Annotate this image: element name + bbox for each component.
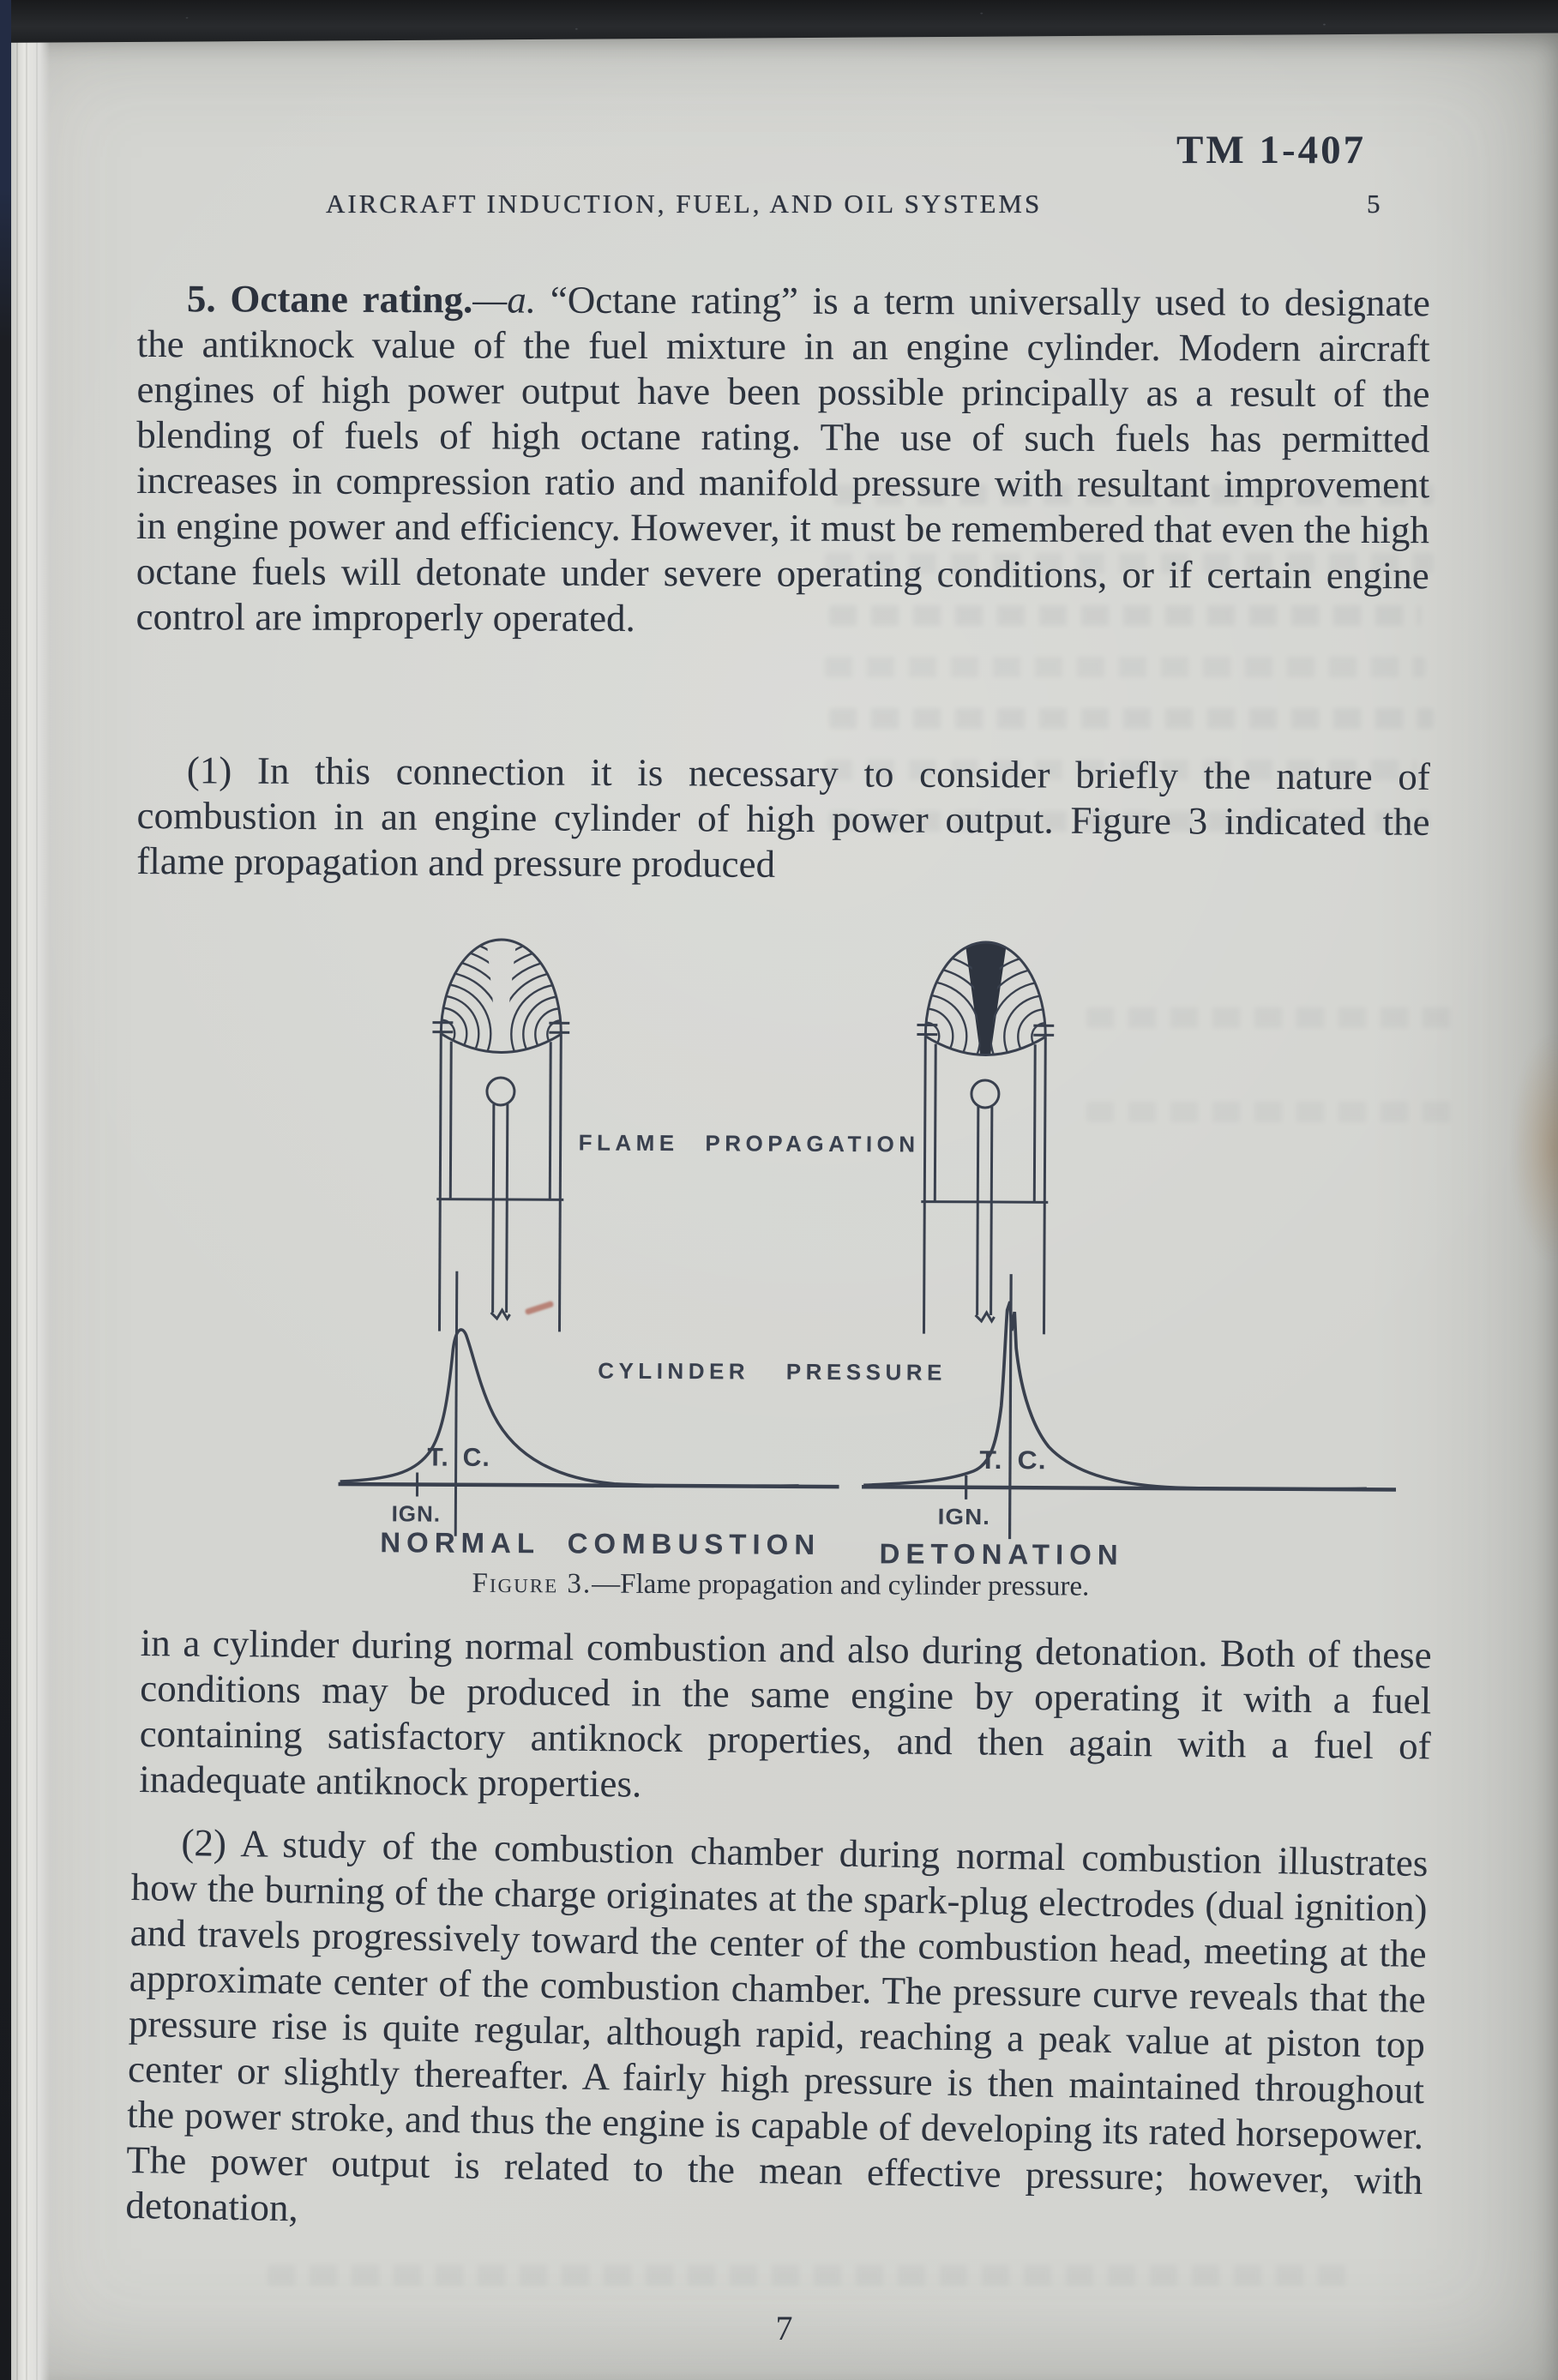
tc-label-t: T.: [427, 1443, 449, 1472]
figure-3: [7, 917, 1558, 1637]
paragraph-1-combustion: (1) In this connection it is necessary to consider briefly the nature of combustion in an engine cylinder of high power output. Figure 3 indicated the flame propagation and pressure produced: [136, 748, 1430, 886]
paragraph-2-study: (2) A study of the combustion chamber during normal combustion illustrates how the burning of the charge originates at the spark-plug electrodes (dual ignition) and travels progressively toward the center of the combustion head, meeting at the approximate center of the combustion chamber. The pressure curve reveals that the pressure rise is quite regular, although rapid, reaching a peak value at piston top center or slightly thereafter. A fairly high pressure is then maintained throughout the power stroke, and thus the engine is capable of developing its rated horsepower. The power output is related to the mean effective pressure; however, with detonation,: [125, 1820, 1429, 2230]
book-cover-left-edge: [0, 0, 11, 2380]
manual-page: [10, 26, 1558, 2380]
bleed-through-text: [829, 708, 1434, 729]
detonation-label: DETONATION: [879, 1537, 1124, 1571]
tc-label-c: C.: [1017, 1445, 1047, 1475]
pressure-curve: [340, 1329, 800, 1487]
detonating-charge-region: [964, 938, 1008, 1067]
paragraph-1-continuation: in a cylinder during normal combustion and also during detonation. Both of these conditions may be produced in the same engine by operating it with a fuel containing satisfactory antiknock properties, and then again with a fuel of inadequate antiknock properties.: [138, 1621, 1432, 1806]
bleed-through-text: [825, 657, 1425, 677]
tc-label-t: T.: [979, 1445, 1003, 1475]
wrist-pin: [487, 1078, 514, 1105]
running-title: AIRCRAFT INDUCTION, FUEL, AND OIL SYSTEMS: [326, 189, 1043, 219]
figure-caption: [7, 1566, 1555, 1605]
wrist-pin: [971, 1080, 999, 1108]
cylinder-pressure-label: CYLINDER PRESSURE: [598, 1357, 947, 1385]
ign-label: IGN.: [391, 1500, 442, 1527]
normal-combustion-pressure-curve: [331, 1265, 847, 1551]
footer-page-number: 7: [775, 2309, 793, 2347]
paragraph-octane-rating: [136, 276, 1430, 644]
paragraph-text: “Octane rating” is a term universally used to designate the antiknock value of the fuel mixture in an engine cylinder. Modern aircraft engines of high power output have been possible principally as a result of the blending of fuels of high octane rating. The use of such fuels has permitted increases in compression ratio and manifold pressure with resultant improvement in engine power and efficiency. However, it must be remembered that even the high octane fuels will detonate under severe operating conditions, or if certain engine control are improperly operated.: [135, 278, 1431, 640]
ign-label: IGN.: [937, 1504, 991, 1530]
flame-propagation-label: FLAME PROPAGATION: [578, 1129, 920, 1157]
manual-number: TM 1-407: [1176, 128, 1367, 172]
chamber-base-arc: [441, 1034, 561, 1053]
bleed-through-text: [268, 2265, 1348, 2286]
tc-label-c: C.: [462, 1443, 490, 1472]
paragraph-lead: 5. Octane rating.: [186, 277, 473, 322]
normal-combustion-label: NORMAL COMBUSTION: [380, 1526, 821, 1560]
top-center-line: [455, 1271, 457, 1536]
figure-caption-label: Figure 3.: [472, 1567, 593, 1600]
header-page-number: 5: [1367, 189, 1381, 219]
detonation-pressure-curve: [854, 1268, 1405, 1554]
pressure-curve: [863, 1301, 1368, 1489]
figure-caption-text: —Flame propagation and cylinder pressure.: [592, 1568, 1090, 1602]
paragraph-lead-sub: —a.: [472, 278, 537, 322]
